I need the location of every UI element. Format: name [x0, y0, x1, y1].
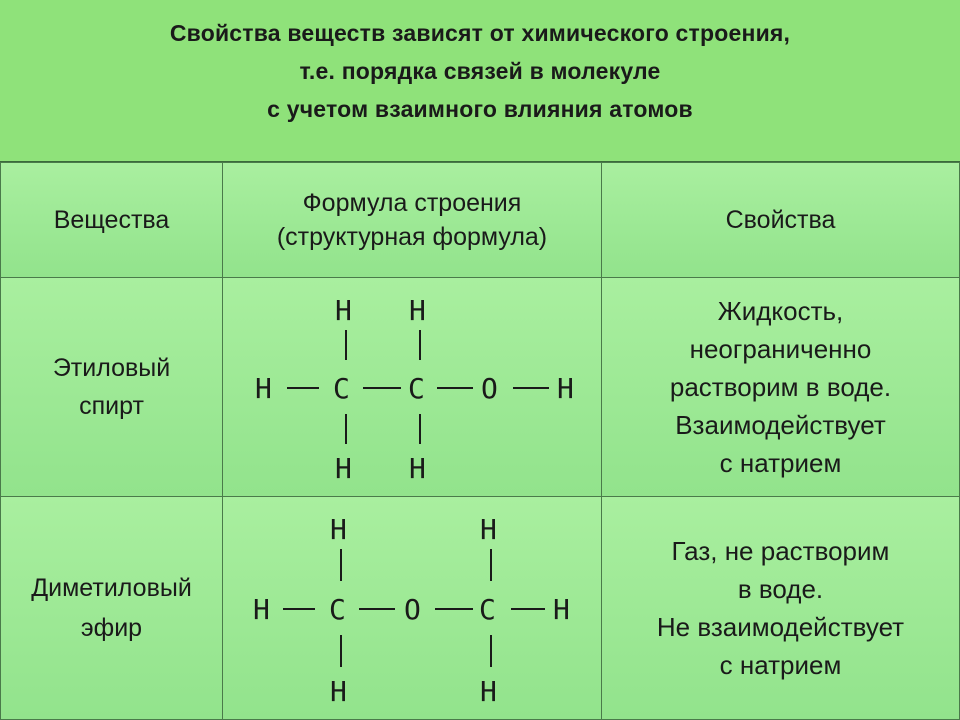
ethanol-prop-line-2: неограниченно [689, 334, 872, 364]
header-substance-label: Вещества [53, 206, 170, 234]
ethanol-prop-line-3: растворим в воде. [669, 372, 892, 402]
ether-prop-line-1: Газ, не растворим [671, 536, 890, 566]
ethanol-formula-cell [222, 277, 602, 497]
header-line-1: Свойства веществ зависят от химического строения, [169, 20, 791, 46]
atom-c-1: C [333, 372, 350, 405]
atom-h-left: H [255, 372, 272, 405]
atom-h-top-2: H [480, 513, 497, 546]
header-formula-line-1: Формула строения [302, 189, 522, 217]
ethanol-name-line-1: Этиловый [52, 354, 171, 382]
ethanol-name-line-2: спирт [79, 392, 144, 420]
ethanol-structural-formula [223, 278, 601, 496]
ether-formula-cell [222, 496, 602, 720]
header-line-2: т.е. порядка связей в молекуле [299, 58, 661, 84]
header-line-3: с учетом взаимного влияния атомов [267, 96, 693, 122]
row-ethanol-name-cell [0, 277, 223, 497]
header-properties-label: Свойства [725, 206, 836, 234]
header-formula-line-2: (структурная формула) [276, 223, 548, 251]
ethanol-prop-line-4: Взаимодействует [675, 410, 886, 440]
atom-h-left: H [253, 593, 270, 626]
header-cell-formula [222, 162, 602, 278]
atom-o: O [404, 593, 421, 626]
comparison-table [0, 162, 960, 720]
ether-properties-cell [601, 496, 960, 720]
atom-h-bottom-2: H [480, 675, 497, 708]
atom-h-right: H [557, 372, 574, 405]
atom-c-2: C [408, 372, 425, 405]
ether-name-line-2: эфир [80, 614, 143, 642]
row-ether-name-cell [0, 496, 223, 720]
ether-name-line-1: Диметиловый [31, 574, 192, 602]
atom-o: O [481, 372, 498, 405]
atom-h-bottom-1: H [330, 675, 347, 708]
ether-structural-formula [223, 497, 601, 719]
ether-prop-line-4: с натрием [719, 650, 842, 680]
atom-h-top-1: H [330, 513, 347, 546]
atom-h-right: H [553, 593, 570, 626]
ethanol-prop-line-5: с натрием [719, 448, 842, 478]
atom-h-top-1: H [335, 294, 352, 327]
atom-h-bottom-2: H [409, 452, 426, 485]
header-cell-properties [601, 162, 960, 278]
ether-prop-line-2: в воде. [737, 574, 824, 604]
atom-h-bottom-1: H [335, 452, 352, 485]
header-cell-substance [0, 162, 223, 278]
ether-prop-line-3: Не взаимодействует [656, 612, 905, 642]
ethanol-prop-line-1: Жидкость, [717, 296, 844, 326]
slide-header [0, 0, 960, 162]
atom-c-2: C [479, 593, 496, 626]
atom-c-1: C [329, 593, 346, 626]
ethanol-properties-cell [601, 277, 960, 497]
atom-h-top-2: H [409, 294, 426, 327]
